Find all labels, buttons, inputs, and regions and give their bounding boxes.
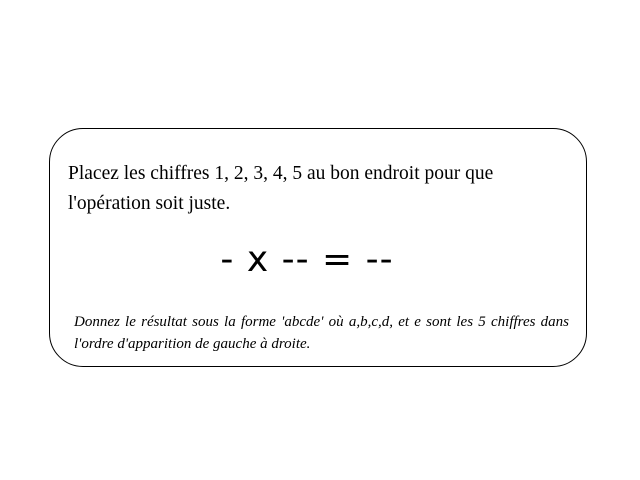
answer-format-note: Donnez le résultat sous la forme 'abcde' où a,b,c,d, et e sont les 5 chiffres dans l'ordre d'apparition de gauche à droite. (74, 314, 569, 352)
equation-template: - x -- = -- (220, 239, 394, 280)
puzzle-instruction: Placez les chiffres 1, 2, 3, 4, 5 au bon endroit pour que l'opération soit juste. (68, 163, 494, 214)
